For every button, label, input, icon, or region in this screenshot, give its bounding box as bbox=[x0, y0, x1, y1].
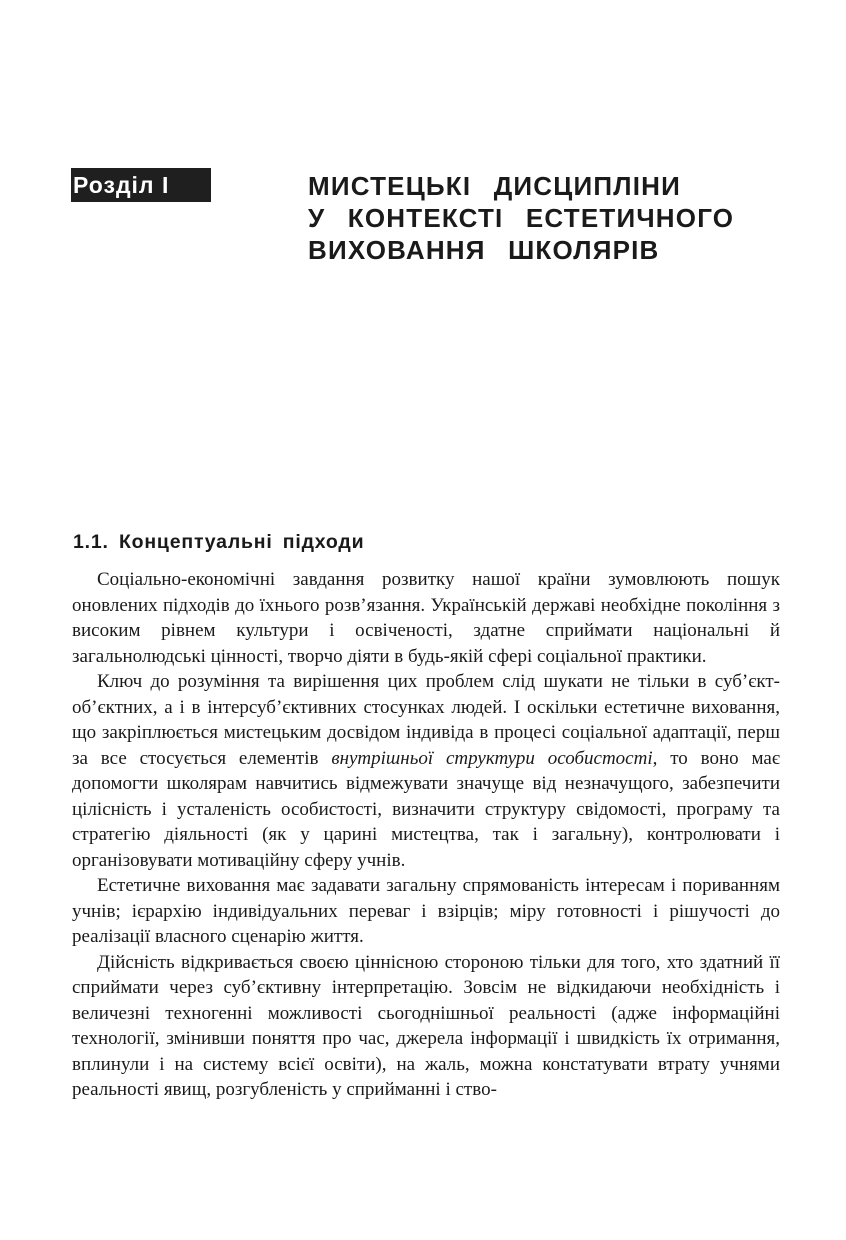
paragraph-2 bbox=[72, 669, 780, 873]
paragraph-3: Естетичне виховання має задавати загальну спрямованість інтересам і пориванням учнів; ієрархію індивідуальних переваг і взірців; міру готовності і рішучості до реалізації власного сценарію життя. bbox=[72, 875, 780, 947]
paragraph-2-text-start: Ключ до розуміння та вирішення цих проблем слід шукати не тільки в суб’єкт-об’єктних, а і в інтерсуб’єктивних стосунках людей. І оскільки естетичне виховання, що закріплюється мистецьким досвідом індивіда в процесі соціальної адаптації, перш за все стосується елементів bbox=[72, 671, 780, 769]
body-text bbox=[72, 567, 780, 1103]
chapter-label: Розділ I bbox=[71, 168, 211, 202]
chapter-title-line-3: ВИХОВАННЯ ШКОЛЯРІВ bbox=[308, 235, 660, 265]
chapter-title-line-1: МИСТЕЦЬКІ ДИСЦИПЛІНИ bbox=[308, 171, 681, 201]
paragraph-2-italic-term: внутрішньої структури особистості bbox=[331, 747, 653, 769]
chapter-title-line-2: У КОНТЕКСТІ ЕСТЕТИЧНОГО bbox=[308, 203, 735, 233]
section-heading: 1.1. Концептуальні підходи bbox=[73, 531, 365, 553]
paragraph-2-text-end: , то воно має допомогти школярам навчитись відмежувати значуще від незначущого, забезпечити цілісність і усталеність особистості, визначити структуру свідомості, програму та стратегію діяльності (як у царині мистецтва, так і загальну), контролювати і організовувати мотиваційну сферу учнів. bbox=[72, 747, 781, 871]
paragraph-1: Соціально-економічні завдання розвитку нашої країни зумовлюють пошук оновлених підходів до їхнього розв’язання. Українській державі необхідне покоління з високим рівнем культури і освіченості, здатне сприймати національні й загальнолюдські цінності, творчо діяти в будь-якій сфері соціальної практики. bbox=[72, 569, 780, 667]
paragraph-4: Дійсність відкривається своєю ціннісною стороною тільки для того, хто здатний її сприймати через суб’єктивну інтерпретацію. Зовсім не відкидаючи необхідність і величезні техногенні можливості сьогоднішньої реальності (адже інформаційні технології, змінивши поняття про час, джерела інформації і швидкість їх отримання, вплинули і на систему всієї освіти), на жаль, можна констатувати втрату учнями реальності явищ, розгубленість у сприйманні і ство- bbox=[72, 951, 780, 1100]
chapter-title bbox=[308, 170, 734, 266]
